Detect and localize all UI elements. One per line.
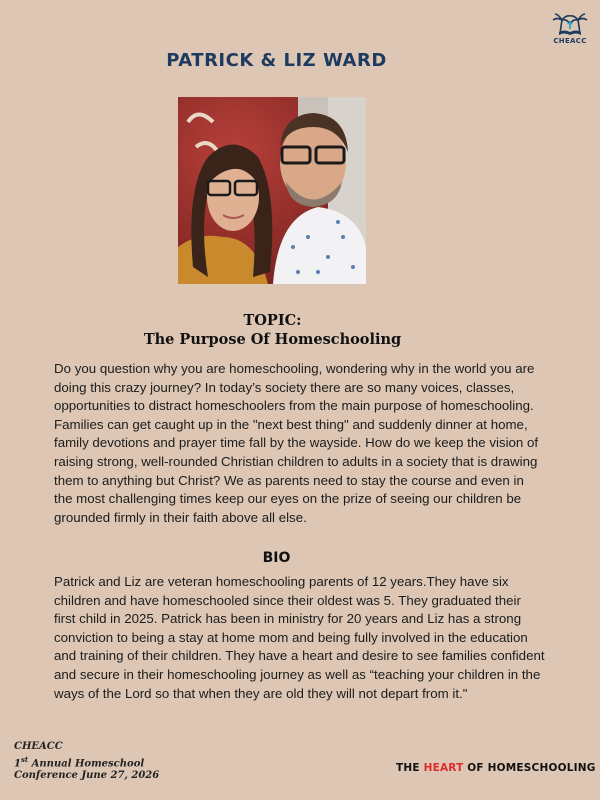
speaker-photo [178, 97, 366, 284]
ordinal-suffix: st [20, 754, 29, 764]
event-title: Annual Homeschool [31, 757, 145, 769]
ordinal-number: 1 [14, 757, 21, 769]
conference-info [14, 741, 214, 783]
tagline-post: OF HOMESCHOOLING [463, 762, 596, 774]
logo-text: CHEACC [553, 37, 587, 45]
org-name: CHEACC [14, 741, 63, 752]
topic-label: TOPIC: [243, 312, 302, 329]
event-name [14, 754, 214, 771]
tagline-accent: HEART [423, 762, 464, 774]
event-date: Conference June 27, 2026 [14, 770, 160, 782]
topic-description: Do you question why you are homeschooling, wondering why in the world you are doing this crazy journey? In today’s society there are so many voices, classes, opportunities to distract homeschoolers from the main purpose of homeschooling. Families can get caught up in the "next best thing" and suddenly dinner at home, family devotions and prayer time fall by the wayside. How do we keep the vision of raising strong, well-rounded Christian children to adults in a society that is drawing them to anything but Christ? We as parents need to stay the course and even in the most challenging times keep our eyes on the prize of seeing our children be grounded firmly in their faith above all else. [54, 361, 539, 525]
topic-title: The Purpose Of Homeschooling [143, 331, 402, 348]
palm-trees-book-cross-icon [552, 12, 588, 36]
couple-selfie-photo [178, 97, 366, 284]
bio-text: Patrick and Liz are veteran homeschooling parents of 12 years.They have six children and have homeschooled since their oldest was 5. They graduated their first child in 2025. Patrick has been in ministry for 20 years and Liz has a strong conviction to being a stay at home mom and being fully involved in the education and training of their children. They have a heart and desire to see families confident and secure in their homeschooling journey as well as “teaching your children in the ways of the Lord so that when they are old they will not depart from it." [54, 574, 545, 701]
page-title: PATRICK & LIZ WARD [166, 50, 387, 71]
tagline-pre: THE [396, 762, 424, 774]
cheacc-logo [550, 12, 590, 48]
bio-heading: BIO [262, 550, 291, 566]
tagline [396, 762, 596, 774]
